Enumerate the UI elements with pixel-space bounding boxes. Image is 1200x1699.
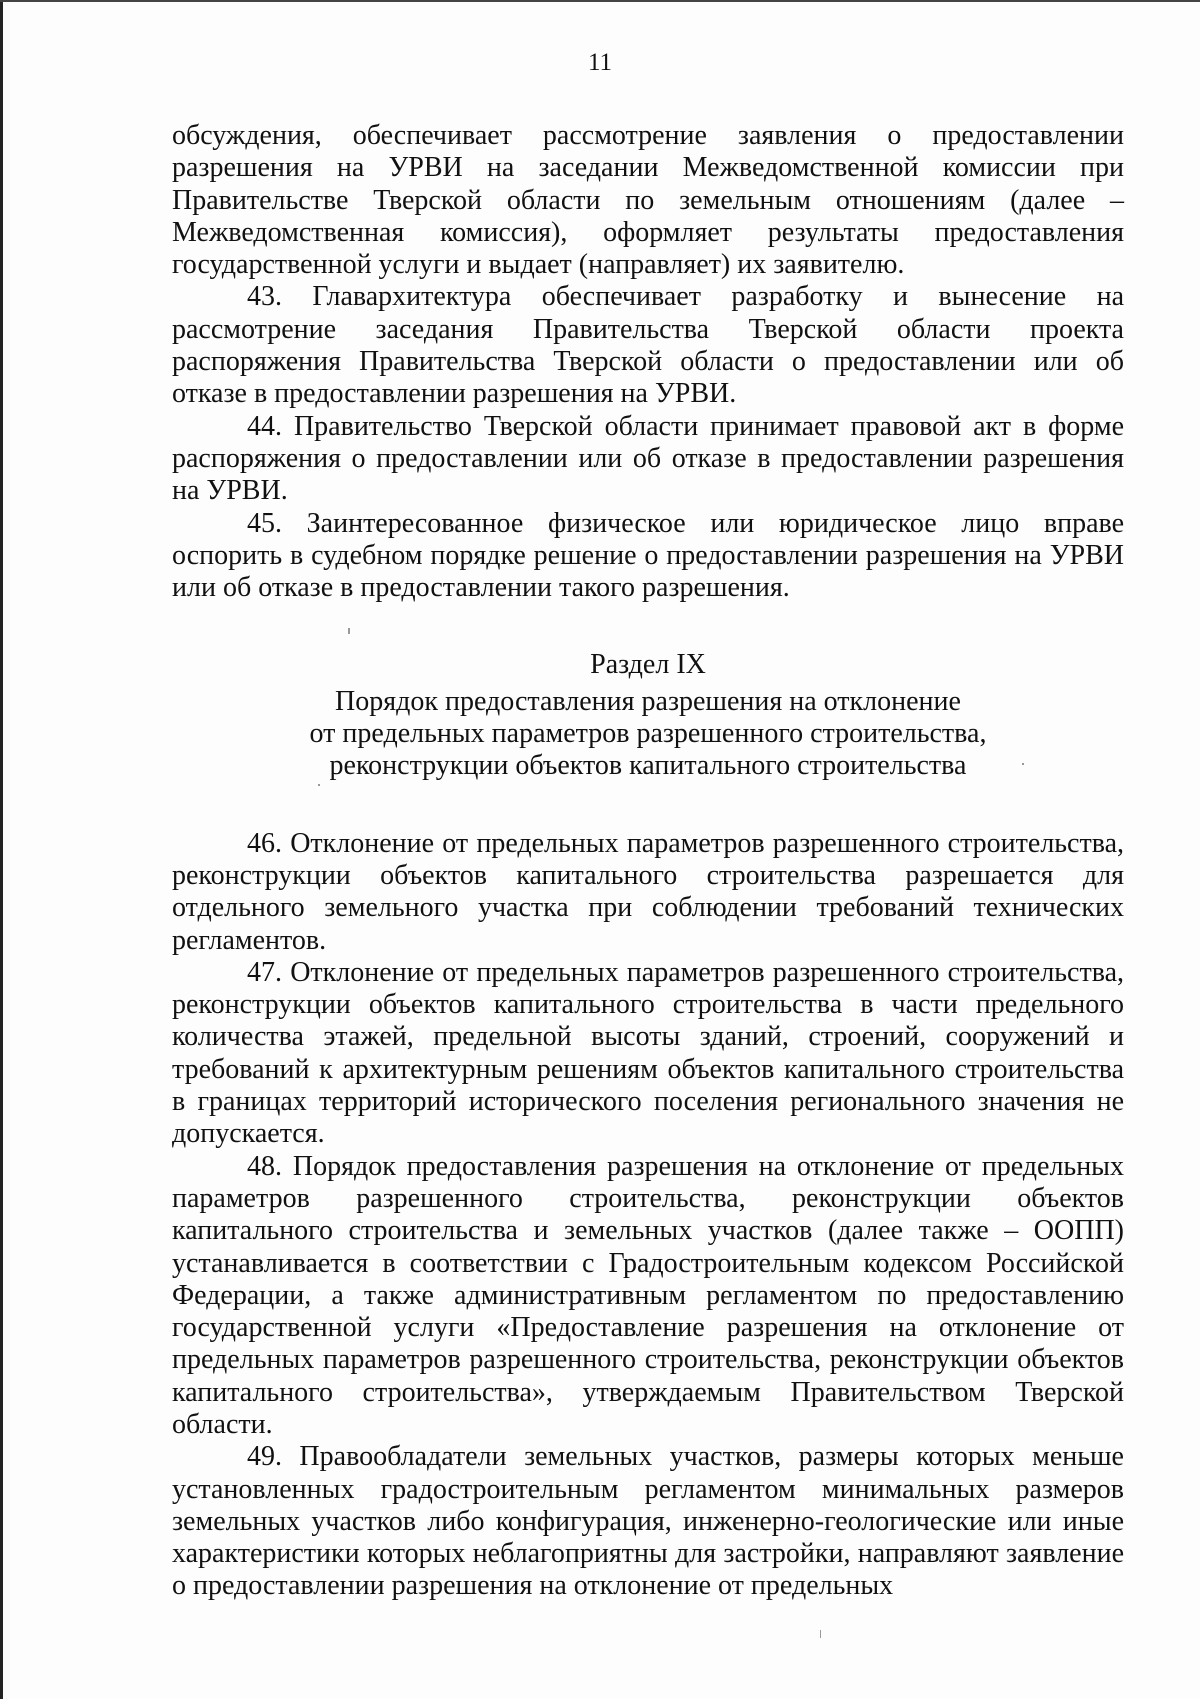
paragraph-46: 46. Отклонение от предельных параметров разрешенного строительства, реконструкции объектов капитального строительства разрешается для отдельного земельного участка при соблюдении требований технических регламентов. [172,827,1124,956]
paragraphs-after-section [172,828,1124,1603]
scan-speck [348,628,350,634]
scan-edge-left [0,0,3,1699]
document-body [172,120,1124,1603]
scan-speck [1022,763,1024,765]
paragraph-43: 43. Главархитектура обеспечивает разработку и вынесение на рассмотрение заседания Правительства Тверской области проекта распоряжения Правительства Тверской области о предоставлении или об отказе в предоставлении разрешения на УРВИ. [172,281,1124,410]
section-label: Раздел IX [590,649,706,681]
paragraph-49: 49. Правообладатели земельных участков, размеры которых меньше установленных градостроительным регламентом минимальных размеров земельных участков либо конфигурация, инженерно-геологические или иные характеристики которых неблагоприятны для застройки, направляют заявление о предоставлении разрешения на отклонение от предельных [172,1441,1124,1602]
section-title-line-3: реконструкции объектов капитального строительства [329,750,967,782]
scan-speck [318,784,320,786]
section-heading [172,649,1124,782]
paragraph-45: 45. Заинтересованное физическое или юридическое лицо вправе оспорить в судебном порядке решение о предоставлении разрешения на УРВИ или об отказе в предоставлении такого разрешения. [172,507,1124,604]
scan-edge-top [0,0,1200,2]
paragraph-continuation: обсуждения, обеспечивает рассмотрение заявления о предоставлении разрешения на УРВИ на заседании Межведомственной комиссии при Правительстве Тверской области по земельным отношениям (далее – Межведомственная комиссия), оформляет результаты предоставления государственной услуги и выдает (направляет) их заявителю. [172,120,1124,281]
scan-speck [820,1630,821,1638]
page-number: 11 [587,49,613,76]
section-title-line-1: Порядок предоставления разрешения на отклонение [335,685,961,717]
paragraph-48: 48. Порядок предоставления разрешения на отклонение от предельных параметров разрешенного строительства, реконструкции объектов капитального строительства и земельных участков (далее также – ООПП) устанавливается в соответствии с Градостроительным кодексом Российской Федерации, а также административным регламентом по предоставлению государственной услуги «Предоставление разрешения на отклонение от предельных параметров разрешенного строительства, реконструкции объектов капитального строительства», утверждаемым Правительством Тверской области. [172,1150,1124,1440]
paragraph-44: 44. Правительство Тверской области принимает правовой акт в форме распоряжения о предоставлении или об отказе в предоставлении разрешения на УРВИ. [172,410,1124,507]
section-title-line-2: от предельных параметров разрешенного строительства, [309,718,987,750]
paragraphs-before-section [172,120,1124,604]
paragraph-47: 47. Отклонение от предельных параметров разрешенного строительства, реконструкции объектов капитального строительства в части предельного количества этажей, предельной высоты зданий, строений, сооружений и требований к архитектурным решениям объектов капитального строительства в границах территорий исторического поселения регионального значения не допускается. [172,956,1124,1150]
